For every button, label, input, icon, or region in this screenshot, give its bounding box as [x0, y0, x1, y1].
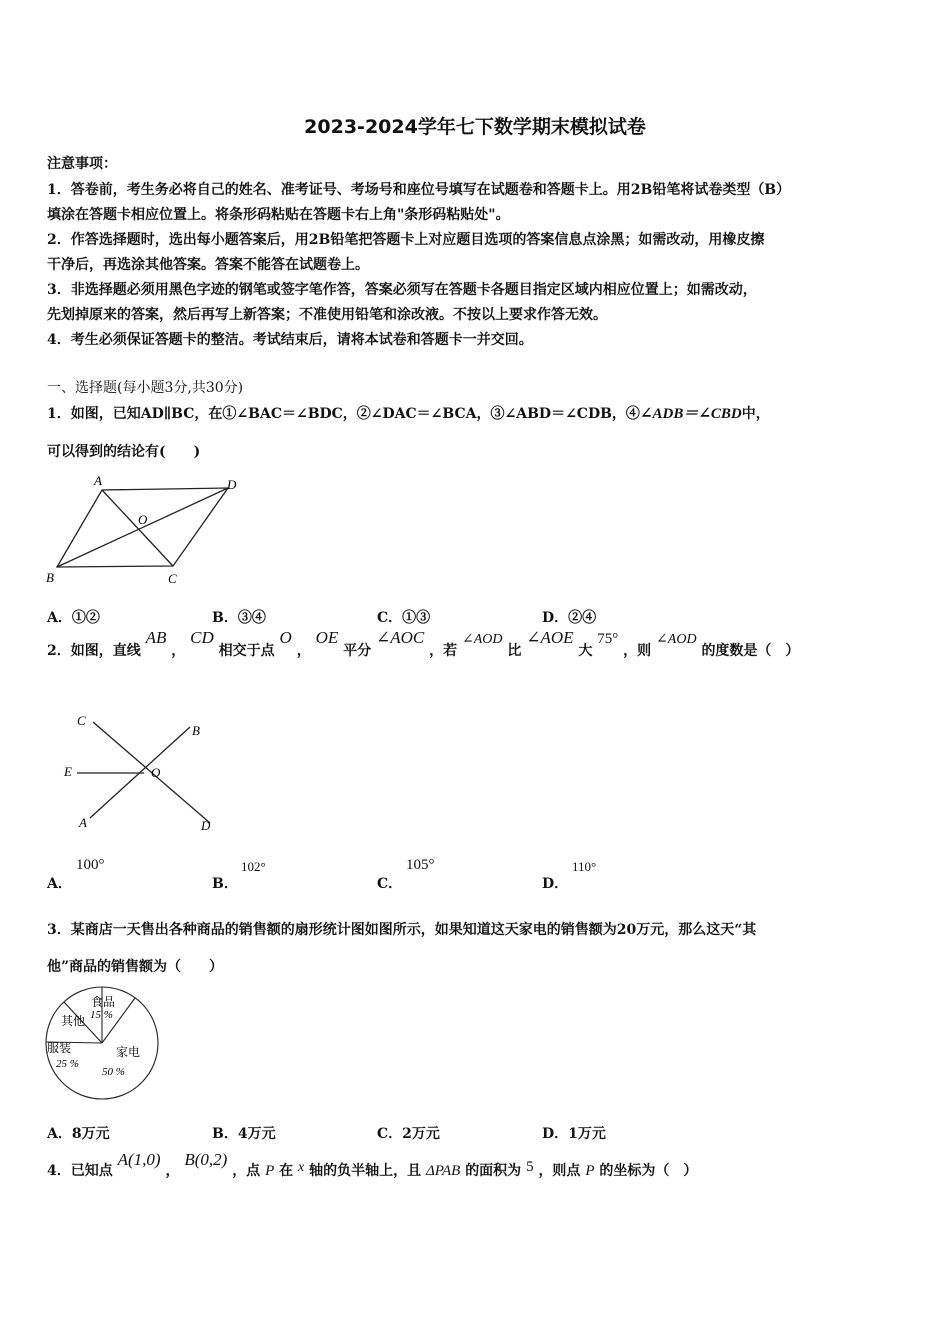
notice-line: 2．作答选择题时，选出每小题答案后，用2B铅笔把答题卡上对应题目选项的答案信息点涂黑；如需改动，用橡皮擦: [47, 232, 765, 248]
notice-line: 4．考生必须保证答题卡的整洁。考试结束后，请将本试卷和答题卡一并交回。: [47, 332, 533, 348]
q4-math-point-a: A(1,0): [117, 1150, 161, 1169]
q1-option-a[interactable]: A．①②: [47, 610, 100, 626]
label-a: A: [94, 473, 102, 488]
label-c: C: [168, 571, 177, 586]
q1-option-d[interactable]: D．②④: [542, 610, 597, 626]
q1-parallelogram-figure: [40, 470, 255, 590]
notice-line: 填涂在答题卡相应位置上。将条形码粘贴在答题卡右上角"条形码粘贴处"。: [47, 207, 510, 223]
q4-math-point-b: B(0,2): [184, 1150, 228, 1169]
q2-text: 大: [578, 643, 593, 659]
pie-pct-appliance: 50 %: [102, 1066, 125, 1078]
q4-text: 4．已知点: [47, 1163, 113, 1179]
q1-option-b[interactable]: B．③④: [212, 610, 266, 626]
q2-text: 的度数是（ ）: [701, 643, 800, 659]
question-4: [47, 1150, 698, 1194]
q2-option-c-value: 105°: [406, 857, 435, 873]
q2-option-b-value: 102°: [241, 859, 266, 874]
q2-text: 2．如图，直线: [47, 643, 141, 659]
q2-intersecting-lines-figure: [55, 705, 230, 845]
q1-math: ∠ADB＝∠CBD: [639, 406, 742, 422]
question-1-line-2: 可以得到的结论有( ): [47, 444, 201, 460]
q4-math-p: P: [265, 1163, 275, 1179]
diagonal-bd: [57, 488, 228, 567]
q2-text: ，若: [429, 643, 458, 659]
label-o: O: [151, 765, 161, 780]
q1-option-c[interactable]: C．①③: [377, 610, 431, 626]
q2-text: ，则: [623, 643, 652, 659]
option-letter: C．: [377, 876, 403, 892]
q3-option-c[interactable]: C．2万元: [377, 1126, 440, 1142]
pie-pct-clothes: 25 %: [56, 1058, 79, 1070]
q2-option-d-value: 110°: [572, 859, 597, 874]
question-1-line-1: [47, 402, 770, 423]
q2-option-a[interactable]: [47, 873, 72, 893]
q2-math-aod: ∠AOD: [656, 632, 697, 647]
q4-text: 的面积为: [465, 1163, 522, 1179]
q2-text: 平分: [343, 643, 372, 659]
notice-line: 1．答卷前，考生务必将自己的姓名、准考证号、考场号和座位号填写在试题卷和答题卡上。用2B铅笔将试卷类型（B）: [47, 182, 791, 198]
question-3-line-2: 他”商品的销售额为（ ）: [47, 959, 224, 975]
pie-pct-food: 15 %: [90, 1009, 113, 1021]
q2-comma: ，: [171, 643, 186, 659]
diagonal-ac: [102, 490, 173, 566]
question-3-line-1: 3．某商店一天售出各种商品的销售额的扇形统计图如图所示，如果知道这天家电的销售额为20万元，那么这天“其: [47, 922, 757, 938]
option-letter: A．: [47, 876, 72, 892]
q3-pie-chart: [40, 986, 165, 1106]
q4-math-p: P: [585, 1163, 595, 1179]
q4-math-5: 5: [526, 1159, 534, 1175]
q2-math-oe: OE: [315, 628, 339, 647]
q4-comma: ，: [165, 1163, 180, 1179]
page-title: 2023-2024学年七下数学期末模拟试卷: [304, 116, 646, 138]
q3-option-a[interactable]: A．8万元: [47, 1126, 110, 1142]
q2-math-cd: CD: [190, 628, 214, 647]
option-letter: B．: [212, 876, 238, 892]
q4-text: 轴的负半轴上，且: [309, 1163, 422, 1179]
q2-math-aoe: ∠AOE: [526, 628, 574, 647]
q2-math-aoc: ∠AOC: [375, 628, 425, 647]
label-d: D: [201, 818, 211, 833]
notice-line: 先划掉原来的答案，然后再写上新答案；不准使用铅笔和涂改液。不按以上要求作答无效。: [47, 307, 607, 323]
question-2: [47, 628, 800, 674]
q2-option-c[interactable]: [377, 873, 402, 893]
q2-comma: ，: [296, 643, 311, 659]
label-b: B: [192, 723, 200, 738]
q4-math-x: x: [297, 1160, 305, 1175]
notice-heading: 注意事项：: [47, 156, 117, 172]
q4-text: ，则点: [538, 1163, 581, 1179]
pie-label-food: 食品: [91, 995, 116, 1009]
q2-option-b[interactable]: [212, 873, 238, 893]
option-letter: D．: [542, 876, 569, 892]
label-a: A: [79, 815, 87, 830]
label-c: C: [77, 713, 86, 728]
q2-math-75: 75°: [597, 631, 619, 647]
q3-option-b[interactable]: B．4万元: [212, 1126, 276, 1142]
q2-option-a-value: 100°: [76, 857, 105, 873]
pie-label-clothes: 服装: [47, 1041, 72, 1055]
notice-line: 干净后，再选涂其他答案。答案不能答在试题卷上。: [47, 257, 369, 273]
label-o: O: [138, 512, 148, 527]
q1-text-end: 中，: [741, 406, 770, 422]
notice-line: 3．非选择题必须用黑色字迹的钢笔或签字笔作答，答案必须写在答题卡各题目指定区域内相应位置上；如需改动，: [47, 282, 757, 298]
q2-option-d[interactable]: [542, 873, 568, 893]
q2-text: 相交于点: [218, 643, 275, 659]
q4-text: 在: [279, 1163, 294, 1179]
label-b: B: [46, 570, 54, 585]
pie-label-other: 其他: [61, 1014, 86, 1028]
pie-label-appliance: 家电: [116, 1045, 141, 1059]
q2-text: 比: [507, 643, 522, 659]
q1-text: 1．如图，已知AD∥BC，在①∠BAC＝∠BDC，②∠DAC＝∠BCA，③∠ABD＝∠CDB，④: [47, 406, 640, 422]
q4-math-triangle: ΔPAB: [425, 1163, 461, 1179]
q2-math-o: O: [279, 628, 292, 647]
section-heading: 一、选择题(每小题3分,共30分): [47, 380, 244, 396]
q4-text: ，点: [232, 1163, 261, 1179]
q3-option-d[interactable]: D．1万元: [542, 1126, 606, 1142]
label-e: E: [64, 764, 72, 779]
q2-math-aod: ∠AOD: [461, 632, 503, 647]
q4-text: 的坐标为（ ）: [599, 1163, 698, 1179]
q2-math-ab: AB: [145, 628, 167, 647]
label-d: D: [227, 477, 237, 492]
